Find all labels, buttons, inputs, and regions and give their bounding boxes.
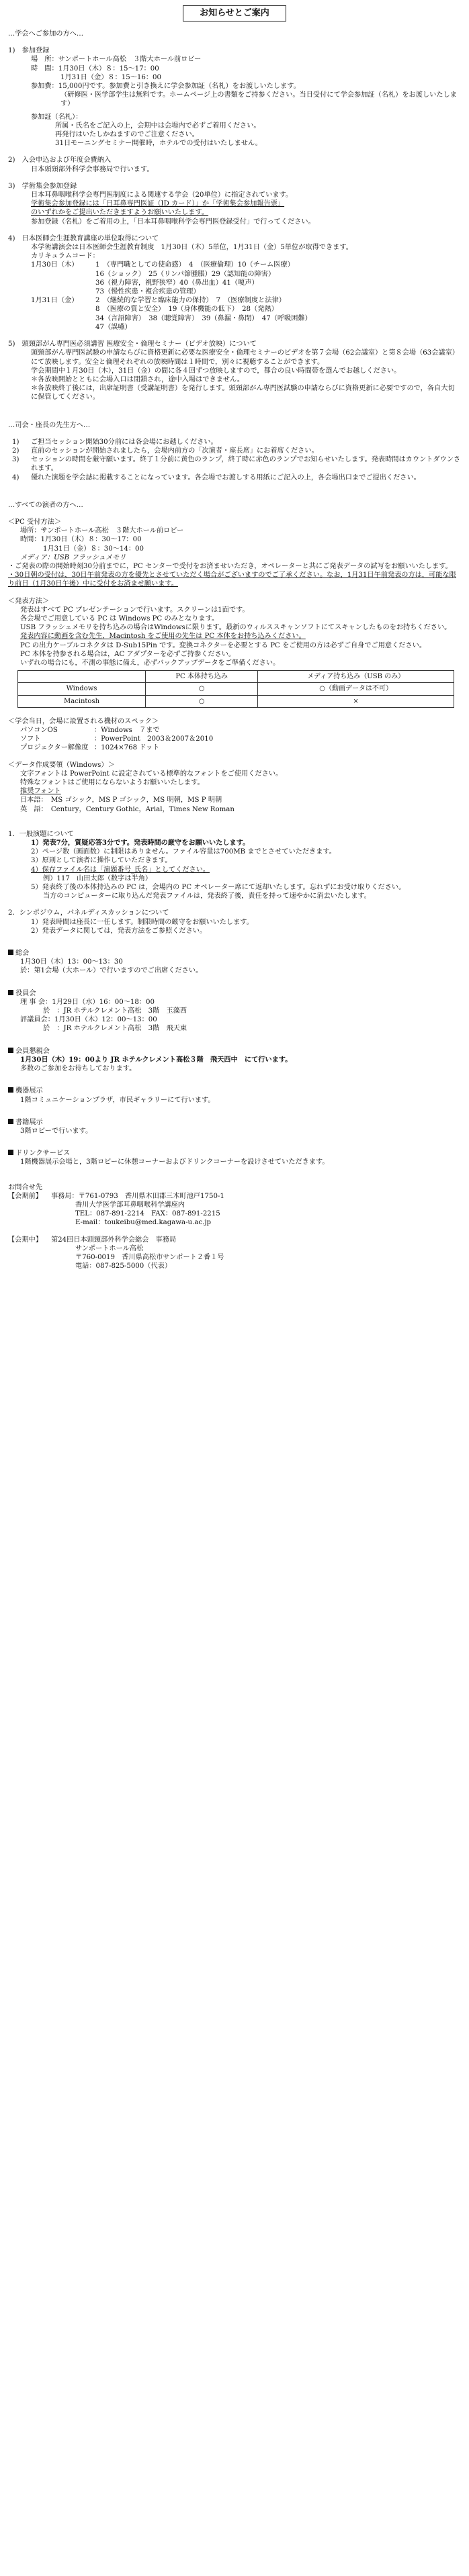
registration-fee-2: （研修医・医学部学生は無料です。ホームページ上の書類をご持参ください。当日受付にて学会参加証（名札）をお渡しいたします） <box>60 91 457 108</box>
table-cell-os: Windows <box>18 683 146 695</box>
table-cell-media: ○（動画データは不可） <box>258 683 454 695</box>
academic-registration-section <box>8 182 461 226</box>
list-item-text: 直前のセッションが開始されましたら，会場内前方の「次演者・座長席」にお着席ください。 <box>31 447 318 455</box>
list-item-number: 4) <box>12 473 19 481</box>
list-item-number: 3) <box>12 456 19 464</box>
presentation-method-line-5: PC の出力ケーブルコネクタは D-Sub15Pin です。変換コネクターを必要とする PC をご使用の方は必ずご自身でご用意ください。 <box>20 641 427 649</box>
chairs-heading: …司会・座長の先生方へ… <box>8 421 91 429</box>
board-line-1: 理 事 会：1月29日（水）16：00～18：00 <box>20 998 155 1006</box>
list-item-number: 1) <box>12 438 19 446</box>
recommended-fonts-label: 推奨フォント <box>20 788 61 796</box>
exhibit-line-1: 1階コミュニケーションプラザ，市民ギャラリーにて行います。 <box>20 1096 215 1104</box>
table-header-row <box>18 671 454 683</box>
registration-time-2: 1月31日（金）８：15～16：00 <box>60 73 162 81</box>
presentation-method-line-2: 各会場でご用意している PC は Windows PC のみとなります。 <box>20 614 219 623</box>
curriculum-day-1-line: 1 （専門職としての使命感） 4 （医療倫理）10（チーム医療） <box>95 261 294 269</box>
general-meeting-heading: 総会 <box>15 950 30 958</box>
membership-heading: 2) 入会申込および年度会費納入 <box>8 156 112 165</box>
general-meeting-heading-row <box>8 949 461 958</box>
academic-registration-line-4: 参加登録（名札）をご着用の上，「日本耳鼻咽喉科学会専門医登録受付」で行ってください。 <box>31 218 315 226</box>
square-bullet-icon <box>8 1150 13 1155</box>
table-header-media: メディア持ち込み（USB のみ） <box>258 671 454 683</box>
presentation-method-line-7: いずれの場合にも，不測の事態に備え，必ずバックアップデータをご準備ください。 <box>20 659 280 667</box>
safety-seminar-note-1: ＊各放映開始とともに会場入口は閉鎖され，途中入場はできません。 <box>31 375 245 383</box>
spec-row <box>8 735 461 743</box>
spec-key: プロジェクター解像度 <box>20 744 89 752</box>
books-heading: 書籍展示 <box>15 1118 43 1126</box>
membership-body: 日本頭頸部外科学会事務局で行います。 <box>31 165 154 173</box>
board-line-3: 評議員会：1月30日（木）12：00～13：00 <box>20 1016 157 1024</box>
exhibit-heading: 機器展示 <box>15 1087 43 1095</box>
academic-registration-line-1: 日本耳鼻咽喉科学会専門医制度による関連する学会（20単位）に指定されています。 <box>31 191 293 199</box>
list-item <box>8 473 461 482</box>
banquet-heading: 会員懇親会 <box>15 1047 50 1055</box>
spec-key: ソフト <box>20 735 41 743</box>
presentation-method-line-4: 発表内容に動画を含む先生，Macintosh をご使用の先生は PC 本体をお持ち込みください。 <box>20 633 306 641</box>
spec-value: ：PowerPoint 2003＆2007＆2010 <box>94 735 214 743</box>
registration-fee-1: 参加費：15,000円です。参加費と引き換えに学会参加証（名札）をお渡しいたします。 <box>31 83 300 91</box>
table-header-pc: PC 本体持ち込み <box>146 671 258 683</box>
academic-registration-heading: 3) 学術集会参加登録 <box>8 182 77 190</box>
chairs-list <box>8 438 461 482</box>
curriculum-day-1-label: 1月30日（木） <box>31 261 79 269</box>
general-meeting-line-1: 1月30日（木）13：00～13：30 <box>20 958 123 966</box>
list-item <box>8 447 461 455</box>
pc-reception-heading: ＜PC 受付方法＞ <box>8 518 62 526</box>
data-guidelines-line-2: 特殊なフォントはご使用にならないようお願いいたします。 <box>20 779 204 787</box>
square-bullet-icon <box>8 990 13 995</box>
symposium-item-1: 1）発表時間は座長に一任します。制限時間の厳守をお願いいたします。 <box>31 918 253 926</box>
board-heading: 役員会 <box>15 989 36 997</box>
spec-row <box>8 743 461 752</box>
safety-seminar-note-2: ＊各放映終了後には，出席証明書（受講証明書）を発行します。頭頸部がん専門医試験の申請ならびに資格更新に必要ですので，各自大切に保管してください。 <box>31 385 455 402</box>
presentation-method-line-3: USB フラッシュメモリを持ち込みの場合はWindowsに限ります。最新のウィルススキャンソフトにてスキャンしたものをお持ちください。 <box>20 624 452 632</box>
square-bullet-icon <box>8 1087 13 1093</box>
square-bullet-icon <box>8 1119 13 1124</box>
banquet-heading-row <box>8 1047 461 1056</box>
membership-section <box>8 156 461 173</box>
presentation-method-line-6: PC 本体を持参される場合は，AC アダプターを必ずご持参ください。 <box>20 650 236 658</box>
page-title: お知らせとご案内 <box>183 5 286 21</box>
safety-seminar-heading: 5) 頭頸部がん専門医必須講習 医療安全・倫理セミナー（ビデオ放映）について <box>8 340 257 349</box>
drinks-line-1: 1階機器展示会場と，3階ロビーに休憩コーナーおよびドリンクコーナーを設けさせていただきます。 <box>20 1158 329 1166</box>
table-cell-media: × <box>258 695 454 707</box>
contact-venue-line-3: 〒760-0019 香川県高松市サンポート２番１号 <box>75 1253 224 1261</box>
cme-section <box>8 234 461 332</box>
general-meeting-line-2: 於：第1会場（大ホール）で行いますのでご出席ください。 <box>20 967 203 975</box>
table-header-blank <box>18 671 146 683</box>
media-table <box>17 670 454 708</box>
recommended-fonts-english: 英 語： Century，Century Gothic，Arial，Times New Roman <box>20 805 234 813</box>
contact-venue-line-2: サンポートホール高松 <box>75 1244 144 1252</box>
banquet-line-1: 1月30日（木）19：00より JR ホテルクレメント高松３階 飛天西中 にて行います。 <box>20 1055 292 1064</box>
books-heading-row <box>8 1118 461 1127</box>
contact-venue <box>8 1236 461 1271</box>
contact-office <box>8 1192 461 1228</box>
general-item-4: 4）保存ファイル名は「演題番号_氏名」としてください。 <box>31 866 210 874</box>
safety-seminar-line-1: 頭頸部がん専門医試験の申請ならびに資格更新に必要な医療安全・倫理セミナーのビデオを第７会場（62会議室）と第８会場（63会議室）にて放映します。安全と倫理それぞれの放映時間は１時間で，別々に視聴することができます。 <box>31 349 459 366</box>
spec-value: ：Windows ７まで <box>94 727 160 734</box>
cme-heading: 4) 日本医師会生涯教育講座の単位取得について <box>8 234 159 242</box>
table-cell-pc: ○ <box>146 683 258 695</box>
contact-office-line-3: TEL：087-891-2214 FAX：087-891-2215 <box>75 1210 220 1218</box>
data-guidelines-heading: ＜データ作成要領（Windows）＞ <box>8 761 115 769</box>
list-item <box>8 438 461 447</box>
registration-time-1: 時 間：1月30日（木）８：15～17：00 <box>31 64 159 73</box>
contact-venue-label: 【会期中】 <box>8 1236 42 1244</box>
badge-note-1: 所属・氏名をご記入の上，会期中は会場内で必ずご着用ください。 <box>55 122 261 130</box>
data-guidelines-line-1: 文字フォントは PowerPoint に設定されている標準的なフォントをご使用ください。 <box>20 770 283 778</box>
list-item-text: 優れた演題を学会誌に掲載することになっています。各会場でお渡しする用紙にご記入の上，各会場出口までご提出ください。 <box>31 473 421 481</box>
curriculum-day-2-line: 47（誤嚥） <box>95 323 132 331</box>
symposium-item-2: 2）発表データに関しては，発表方法をご参照ください。 <box>31 927 207 935</box>
banquet-line-2: 多数のご参加をお待ちしております。 <box>20 1065 136 1073</box>
spec-row <box>8 726 461 735</box>
drinks-heading: ドリンクサービス <box>15 1150 71 1158</box>
registration-heading: 1) 参加登録 <box>8 47 50 55</box>
symposium-heading: 2．シンポジウム，パネルディスカッションについて <box>8 909 169 917</box>
contact-office-label: 【会期前】 <box>8 1192 42 1200</box>
table-row <box>18 695 454 707</box>
contact-office-line-1: 事務局：〒761-0793 香川県木田郡三木町池戸1750-1 <box>51 1192 224 1200</box>
presentation-method-heading: ＜発表方法＞ <box>8 597 50 605</box>
curriculum-day-2-line: 2 （継続的な学習と臨床能力の保持） 7 （医療制度と法律） <box>95 297 286 305</box>
academic-registration-line-2: 学術集会参加登録には「日耳鼻専門医証（ID カード）」か「学術集会参加報告票」 <box>31 200 285 208</box>
contact-office-line-4: E-mail：toukeibu@med.kagawa-u.ac.jp <box>75 1219 212 1227</box>
curriculum-day-2-line: 8 （医療の質と安全） 19（身体機能の低下） 28（発熱） <box>95 306 278 314</box>
safety-seminar-section <box>8 340 461 402</box>
academic-registration-line-3: のいずれかをご提出いただきますようお願いいたします。 <box>31 209 209 217</box>
pc-reception-place: 場所：サンポートホール高松 ３階大ホール前ロビー <box>20 527 184 535</box>
curriculum-day-2-line: 34（言語障害） 38（聴覚障害） 39（鼻漏・鼻閉） 47（呼吸困難） <box>95 314 312 322</box>
curriculum-day-1 <box>8 261 461 296</box>
pc-reception-time-1: 時間：1月30日（木）８：30～17：00 <box>20 536 142 544</box>
list-item-text: ご担当セッション開始30分前には各会場にお越しください。 <box>31 438 218 446</box>
pc-reception-note-1: ・ご発表の際の開始時刻30分前までに，PC センターで受付をお済ませいただき，オペレーターと共にご発表データの試写をお願いいたします。 <box>8 562 452 570</box>
list-item-number: 2) <box>12 447 19 455</box>
list-item <box>8 455 461 473</box>
spec-value: ：1024×768 ドット <box>94 744 160 752</box>
drinks-heading-row <box>8 1149 461 1158</box>
curriculum-day-1-line: 16（ショック） 25（リンパ節腫脹）29（認知能の障害） <box>95 270 275 278</box>
board-heading-row <box>8 989 461 998</box>
badge-note-3: 31日モーニングセミナー開催時，ホテルでの受付はいたしません。 <box>55 140 262 148</box>
board-line-2: 於 ：JR ホテルクレメント高松 3階 玉藻西 <box>43 1007 187 1015</box>
curriculum-day-1-line: 36（視力障害，視野狭窄）40（鼻出血）41（嗄声） <box>95 279 259 287</box>
registration-section <box>8 46 461 148</box>
presentation-method-line-1: 発表はすべて PC プレゼンテーションで行います。スクリーンは1面です。 <box>20 606 249 614</box>
cme-line-1: 本学術講演会は日本医師会生涯教育制度 1月30日（木）5単位，1月31日（金）5単位が取得できます。 <box>31 244 353 252</box>
registration-place: 場 所：サンポートホール高松 ３階大ホール前ロビー <box>31 56 202 64</box>
pc-reception-media: メディア：USB フラッシュメモリ <box>20 553 126 561</box>
participants-heading: …学会へご参加の方へ… <box>8 30 84 38</box>
square-bullet-icon <box>8 1048 13 1053</box>
pc-reception-note-2: ・30日朝の受付は，30日午前発表の方を優先とさせていただく場合がございますのでご了承ください。なお，1月31日午前発表の方は，可能な限り前日（1月30日午後）中に受付をお済ませ願います。 <box>8 571 456 588</box>
table-cell-os: Macintosh <box>18 695 146 707</box>
recommended-fonts-japanese: 日本語： MS ゴシック，MS P ゴシック，MS 明朝，MS P 明朝 <box>20 796 222 804</box>
equipment-spec-heading: ＜学会当日，会場に設置される機材のスペック＞ <box>8 717 159 725</box>
board-line-4: 於 ：JR ホテルクレメント高松 3階 飛天東 <box>43 1025 187 1033</box>
general-item-1: 1）発表7分，質疑応答3分です。発表時間の厳守をお願いいたします。 <box>31 839 250 847</box>
table-row <box>18 683 454 695</box>
table-cell-pc: ○ <box>146 695 258 707</box>
books-line-1: 3階ロビーで行います。 <box>20 1127 93 1135</box>
curriculum-code-heading: カリキュラムコード： <box>31 252 99 261</box>
general-item-4-example: 例）117 山田太郎（数字は半角） <box>43 874 153 882</box>
title-wrap <box>8 5 461 21</box>
contact-heading: お問合せ先 <box>8 1183 42 1191</box>
general-item-2: 2）ページ数（画面数）に制限はありません。ファイル容量は700MB までとさせていただきます。 <box>31 848 336 856</box>
general-item-3: 3）原則として演者に操作していただきます。 <box>31 857 172 865</box>
contact-office-line-2: 香川大学医学部耳鼻咽喉科学講座内 <box>75 1201 185 1209</box>
square-bullet-icon <box>8 950 13 955</box>
curriculum-day-2 <box>8 296 461 332</box>
list-item-text: セッションの時間を厳守願います。終了１分前に黄色のランプ，終了時に赤色のランプでお知らせいたします。発表時間はカウントダウンされます。 <box>31 456 461 473</box>
general-item-5-note: 当方のコンピューターに取り込んだ発表ファイルは，発表終了後，責任を持って速やかに消去いたします。 <box>43 892 371 901</box>
safety-seminar-line-2: 学会期間中１月30日（木），31日（金）の間に各４回ずつ放映しますので，都合の良い時間帯を選んでお越しください。 <box>31 367 401 375</box>
curriculum-day-1-line: 73（慢性疾患・複合疾患の管理） <box>95 288 200 296</box>
general-item-5: 5）発表終了後の本体持込みの PC は，会場内の PC オペレーター席にて返却いたします。忘れずにお受け取りください。 <box>31 884 406 892</box>
contact-venue-line-1: 第24回日本頭頸部外科学会総会 事務局 <box>51 1236 177 1244</box>
exhibit-heading-row <box>8 1087 461 1095</box>
spec-key: パソコンOS <box>20 727 58 734</box>
speakers-heading: …すべての演者の方へ… <box>8 501 83 509</box>
general-presentations-heading: 1．一般演題について <box>8 830 74 838</box>
contact-venue-line-4: 電話：087-825-5000（代表） <box>75 1262 172 1271</box>
pc-reception-time-2: 1月31日（金）８：30～14：00 <box>43 545 144 553</box>
badge-heading: 参加証（名札）： <box>31 113 83 121</box>
badge-note-2: 再発行はいたしかねますのでご注意ください。 <box>55 131 199 139</box>
curriculum-day-2-label: 1月31日（金） <box>31 297 79 305</box>
